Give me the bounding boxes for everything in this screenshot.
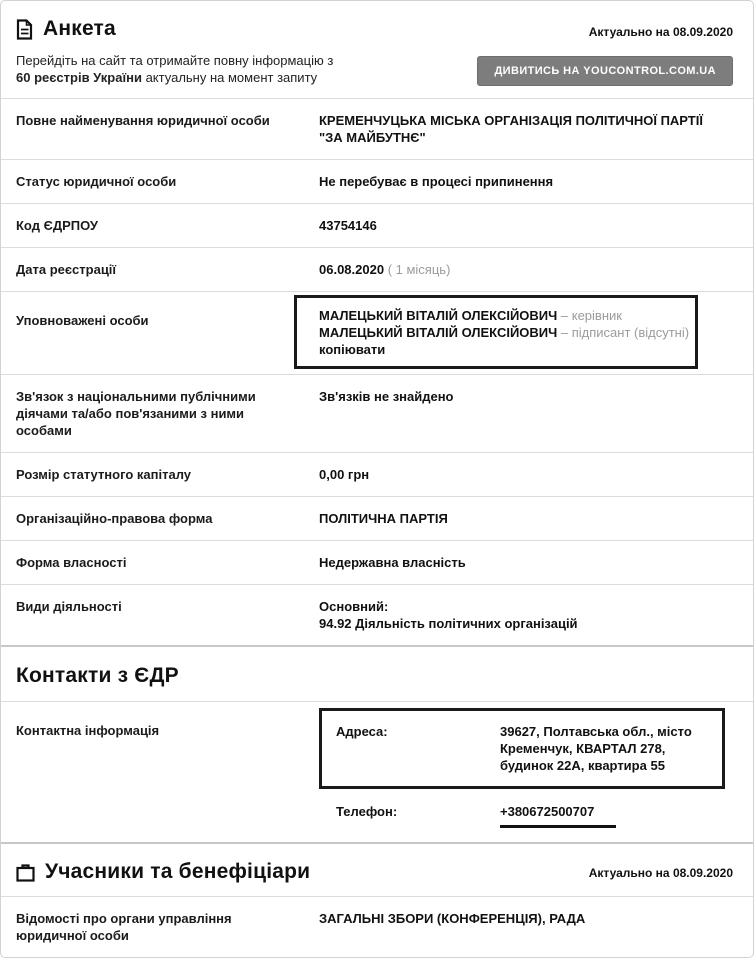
anketa-header — [1, 1, 753, 99]
page-title: Анкета — [43, 17, 116, 40]
table-row-edrpou — [1, 204, 753, 248]
anketa-header-right — [477, 17, 733, 86]
table-row-registration-date — [1, 248, 753, 292]
row-value — [319, 598, 753, 632]
row-value — [319, 708, 753, 828]
table-row-pep-connection — [1, 375, 753, 453]
phone-link[interactable]: +380672500707 — [500, 803, 616, 828]
row-label: Повне найменування юридичної особи — [16, 113, 270, 128]
person-role: – керівник — [560, 308, 622, 323]
copy-link[interactable]: копіювати — [319, 342, 386, 357]
row-label: Форма власності — [16, 555, 127, 570]
person-name: МАЛЕЦЬКИЙ ВІТАЛІЙ ОЛЕКСІЙОВИЧ — [319, 308, 558, 323]
table-row-governing-bodies — [1, 897, 753, 957]
address-label: Адреса: — [336, 724, 388, 739]
participants-updated-date: Актуально на 08.09.2020 — [588, 866, 733, 880]
row-label: Розмір статутного капіталу — [16, 467, 192, 482]
anketa-header-left — [16, 17, 333, 86]
section-contacts — [1, 645, 753, 842]
promo-line-1: Перейдіть на сайт та отримайте повну інформацію з — [16, 53, 334, 68]
row-value: 43754146 — [319, 218, 377, 233]
activity-code: 94.92 Діяльність політичних організацій — [319, 616, 578, 631]
row-value: Не перебуває в процесі припинення — [319, 174, 554, 189]
anketa-updated-date: Актуально на 08.09.2020 — [588, 25, 733, 39]
row-label: Статус юридичної особи — [16, 174, 177, 189]
row-label: Дата реєстрації — [16, 262, 117, 277]
address-value: 39627, Полтавська обл., місто Кременчук, КВАРТАЛ 278, будинок 22А, квартира 55 — [500, 724, 692, 773]
table-row-full-name — [1, 99, 753, 160]
row-label: Зв'язок з національними публічними діячами та/або пов'язаними з ними особами — [16, 389, 256, 438]
row-value — [319, 261, 753, 278]
authorized-persons-highlight-box — [294, 295, 698, 369]
phone-row — [319, 803, 728, 828]
person-name: МАЛЕЦЬКИЙ ВІТАЛІЙ ОЛЕКСІЙОВИЧ — [319, 325, 558, 340]
row-label: Види діяльності — [16, 599, 122, 614]
activity-kind: Основний: — [319, 599, 389, 614]
section-participants — [1, 842, 753, 957]
section-anketa — [1, 1, 753, 645]
promo-line-2: 60 реєстрів України актуальну на момент запиту — [16, 70, 318, 85]
row-value — [319, 295, 753, 369]
table-row-activities — [1, 585, 753, 645]
table-row-authorized-persons — [1, 292, 753, 375]
document-icon — [16, 19, 33, 40]
row-label: Відомості про органи управління юридичної особи — [16, 911, 232, 943]
company-age: ( 1 місяць) — [387, 262, 451, 277]
row-value: Зв'язків не знайдено — [319, 389, 454, 404]
table-row-legal-form — [1, 497, 753, 541]
table-row-ownership — [1, 541, 753, 585]
person-entry — [319, 307, 683, 324]
view-on-youcontrol-button[interactable]: ДИВИТИСЬ НА YOUCONTROL.COM.UA — [477, 56, 733, 86]
table-row-status — [1, 160, 753, 204]
phone-label: Телефон: — [336, 804, 398, 819]
row-label: Уповноважені особи — [16, 313, 149, 328]
promo-text — [16, 52, 333, 86]
row-value: ПОЛІТИЧНА ПАРТІЯ — [319, 511, 448, 526]
participants-header — [1, 844, 753, 897]
address-highlight-box — [319, 708, 725, 789]
phone-value-wrap — [500, 803, 616, 828]
row-value: ЗАГАЛЬНІ ЗБОРИ (КОНФЕРЕНЦІЯ), РАДА — [319, 911, 586, 926]
person-entry — [319, 324, 690, 341]
participants-title: Учасники та бенефіціари — [45, 860, 311, 883]
row-value: Недержавна власність — [319, 555, 466, 570]
briefcase-icon — [16, 863, 35, 882]
row-label: Код ЄДРПОУ — [16, 218, 98, 233]
row-label: Організаційно-правова форма — [16, 511, 213, 526]
row-value: КРЕМЕНЧУЦЬКА МІСЬКА ОРГАНІЗАЦІЯ ПОЛІТИЧНОЇ ПАРТІЇ "ЗА МАЙБУТНЄ" — [319, 113, 703, 145]
table-row-capital — [1, 453, 753, 497]
row-value: 0,00 грн — [319, 467, 370, 482]
table-row-contact-info — [1, 702, 753, 842]
row-label: Контактна інформація — [16, 723, 160, 738]
person-role: – підписант (відсутні) — [560, 325, 690, 340]
contacts-header — [1, 647, 753, 702]
contacts-title: Контакти з ЄДР — [16, 664, 179, 687]
registration-date: 06.08.2020 — [319, 262, 385, 277]
